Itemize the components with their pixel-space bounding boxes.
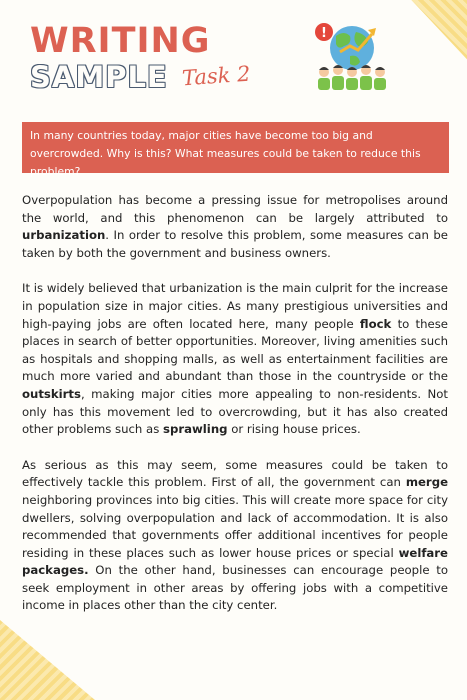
essay-keyword: sprawling <box>163 422 228 437</box>
essay-keyword: outskirts <box>22 386 81 401</box>
svg-text:!: ! <box>321 26 327 41</box>
essay-paragraph-2 <box>22 280 448 438</box>
essay-text: It is widely believed that urbanization is the main culprit for the increase in population size in major cities. As many prestigious universities and high-paying jobs are often located here, many people <box>22 281 448 331</box>
page-subtitle: SAMPLE <box>30 60 168 94</box>
essay-keyword: welfare packages. <box>22 545 448 578</box>
decorative-tape-top-right <box>397 0 467 70</box>
globe-crowd-warning-icon <box>310 18 388 92</box>
essay-paragraph-1 <box>22 192 448 262</box>
essay-text: or rising house prices. <box>227 422 361 437</box>
essay-text: Overpopulation has become a pressing issue for metropolises around the world, and this phenomenon can be largely attributed to <box>22 193 448 225</box>
essay-text: As serious as this may seem, some measures could be taken to effectively tackle this problem. First of all, the government can <box>22 457 448 490</box>
essay-keyword: merge <box>405 475 448 490</box>
essay-body <box>22 192 448 633</box>
essay-text: On the other hand, businesses can encourage people to seek employment in other areas by offering jobs with a competitive income in places other than the city center. <box>22 563 448 613</box>
essay-text: neighboring provinces into big cities. This will create more space for city dwellers, solving overpopulation and lack of accommodation. It is also recommended that governments offer additional incentives for people residing in these places such as lower house prices or special <box>22 492 448 560</box>
essay-text: to these places in search of better opportunities. Moreover, living amenities such as hospitals and shopping malls, as well as entertainment facilities are much more varied and abundant than those in the countryside or the <box>22 316 448 384</box>
task-label: Task 2 <box>181 61 252 91</box>
page-title: WRITING <box>30 21 211 61</box>
essay-paragraph-3 <box>22 457 448 615</box>
essay-text: . In order to resolve this problem, some measures can be taken by both the government and business owners. <box>22 228 448 260</box>
essay-keyword: flock <box>359 316 392 331</box>
essay-text: , making major cities more appealing to non-residents. Not only has this movement led to overcrowding, but it has also created other problems such as <box>22 386 448 437</box>
task-prompt-box <box>22 122 449 178</box>
essay-keyword: urbanization <box>22 228 106 243</box>
task-prompt-text: In many countries today, major cities have become too big and overcrowded. Why is this? What measures could be taken to reduce this problem? <box>30 129 421 178</box>
